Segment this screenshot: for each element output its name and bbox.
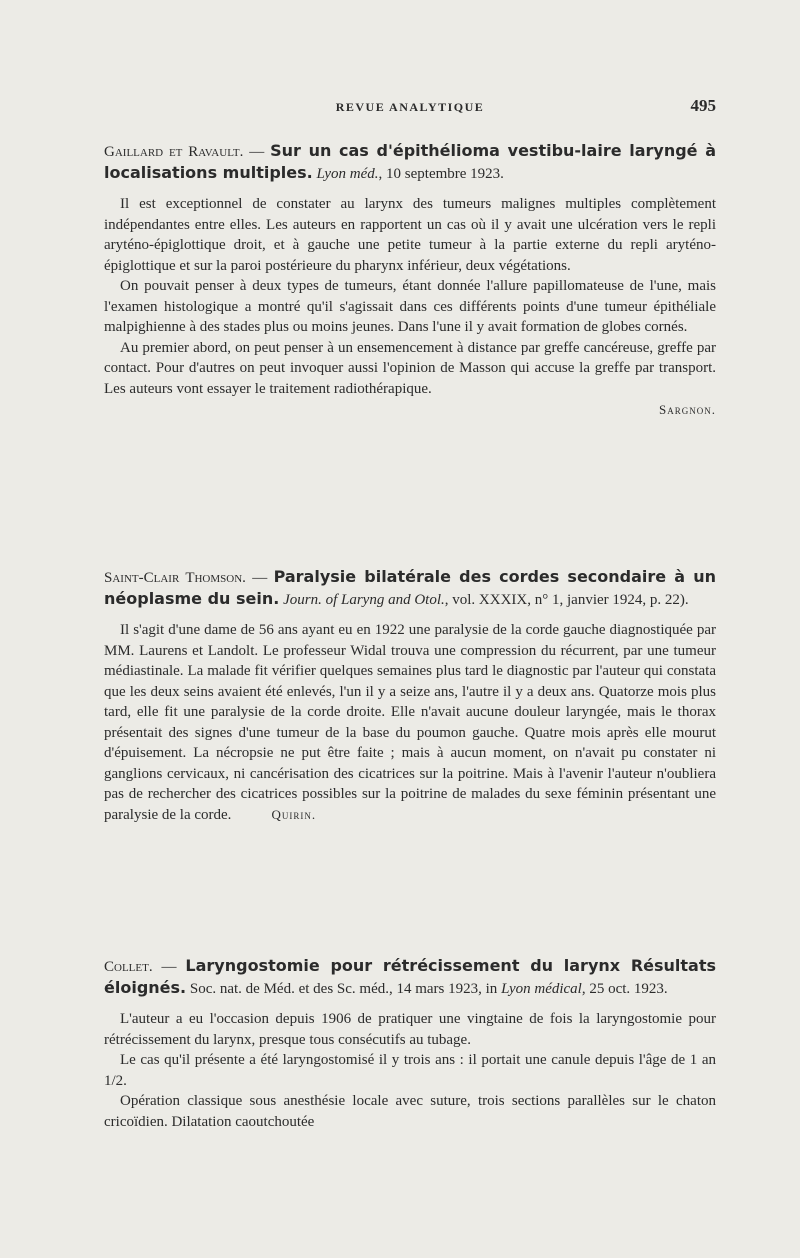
article-paragraph [104, 620, 716, 825]
article-heading: Saint-Clair Thomson. — Paralysie bilatérale des cordes secondaire à un néoplasme du sein. Journ. of Laryng and Otol., vol. XXXIX, n° 1, janvier 1924, p. 22). [104, 567, 717, 608]
article-authors: Gaillard et Ravault. [104, 144, 244, 160]
journal-reference-prefix: Soc. nat. de Méd. et des Sc. méd., 14 mars 1923, in [186, 980, 502, 997]
article-paragraph: Le cas qu'il présente a été laryngostomisé il y trois ans : il portait une canule depuis l'âge de 1 an 1/2. [104, 1052, 716, 1089]
article-paragraph: Opération classique sous anesthésie locale avec suture, trois sections parallèles sur le chaton cricoïdien. Dilatation caoutchoutée [104, 1093, 716, 1130]
article-paragraph: Au premier abord, on peut penser à un ensemencement à distance par greffe cancéreuse, greffe par contact. Pour d'autres on peut invoquer aussi l'opinion de Masson qui accuse la greffe par transport. Les auteurs vont essayer le traitement radiothérapique. [104, 339, 716, 397]
reviewer-signature: Quirin. [271, 806, 317, 822]
journal-reference: , vol. XXXIX, n° 1, janvier 1924, p. 22). [444, 591, 689, 608]
article-title: Sur un cas d'épithélioma vestibu-laire laryngé à localisations multiples. [104, 141, 717, 182]
article-authors: Saint-Clair Thomson. [104, 570, 246, 586]
article-paragraph: L'auteur a eu l'occasion depuis 1906 de pratiquer une vingtaine de fois la laryngostomie pour rétrécissement du larynx, presque tous consécutifs au tubage. [104, 1011, 716, 1048]
article-paragraph: On pouvait penser à deux types de tumeurs, étant donnée l'allure papillomateuse de l'une, mais l'examen histologique a montré qu'il s'agissait dans ces différents points d'une tumeur épithéliale malpighienne à des stades plus ou moins jeunes. Dans l'une il y avait formation de globes cornés. [104, 278, 716, 335]
article-authors: Collet. [104, 959, 153, 975]
article-paragraph-text: Il s'agit d'une dame de 56 ans ayant eu en 1922 une paralysie de la corde gauche diagnostiquée par MM. Laurens et Landolt. Le professeur Widal trouva une compression du récurrent, par une tumeur médiastinale. La malade fit vérifier quelques semaines plus tard le diagnostic par l'auteur qui constata que les deux seins avaient été enlevés, l'un il y a seize ans, l'autre il y a deux ans. Quatorze mois plus tard, elle fit une paralysie de la corde droite. Elle n'avait aucune douleur laryngée, mais le thorax présentait des signes d'une tumeur de la base du poumon gauche. Quatre mois après elle mourut d'épuisement. La nécropsie ne put être faite ; mais à aucun moment, on n'avait pu constater ni ganglions cervicaux, ni cancérisation des cicatrices sur la poitrine. Mais à l'avenir l'auteur n'oubliera pas de rechercher des cicatrices possibles sur la poitrine de malades du sexe féminin présentant une paralysie de la corde. [104, 622, 716, 823]
journal-name: Lyon méd. [316, 165, 379, 182]
article-heading: Gaillard et Ravault. — Sur un cas d'épithélioma vestibu-laire laryngé à localisations multiples. Lyon méd., 10 septembre 1923. [104, 141, 717, 182]
article-title: Paralysie bilatérale des cordes secondaire à un néoplasme du sein. [104, 567, 717, 608]
running-head [104, 96, 716, 120]
article-heading: Collet. — Laryngostomie pour rétrécissement du larynx Résultats éloignés. Soc. nat. de Méd. et des Sc. méd., 14 mars 1923, in Lyon médical, 25 oct. 1923. [104, 956, 717, 997]
article-paragraph: Il est exceptionnel de constater au larynx des tumeurs malignes multiples complètement indépendantes entre elles. Les auteurs en rapportent un cas où il y avait une ulcération vers le repli aryténo-épiglottique droit, et à gauche une petite tumeur à la partie externe du repli aryténo-épiglottique et sur la paroi postérieure du pharynx inférieur, deux végétations. [104, 196, 716, 274]
reviewer-signature: Sargnon. [659, 402, 716, 417]
article-collet [104, 956, 716, 1132]
article-saint-clair-thomson [104, 567, 716, 825]
page-number: 495 [690, 96, 716, 115]
journal-name: Lyon médical [501, 980, 582, 997]
journal-reference: , 10 septembre 1923. [378, 165, 504, 182]
running-head-title: REVUE ANALYTIQUE [335, 100, 485, 114]
article-gaillard-ravault [104, 141, 716, 419]
journal-name: Journ. of Laryng and Otol. [283, 591, 445, 608]
article-title: Laryngostomie pour rétrécissement du larynx Résultats éloignés. [104, 956, 717, 997]
journal-reference: , 25 oct. 1923. [581, 980, 668, 997]
